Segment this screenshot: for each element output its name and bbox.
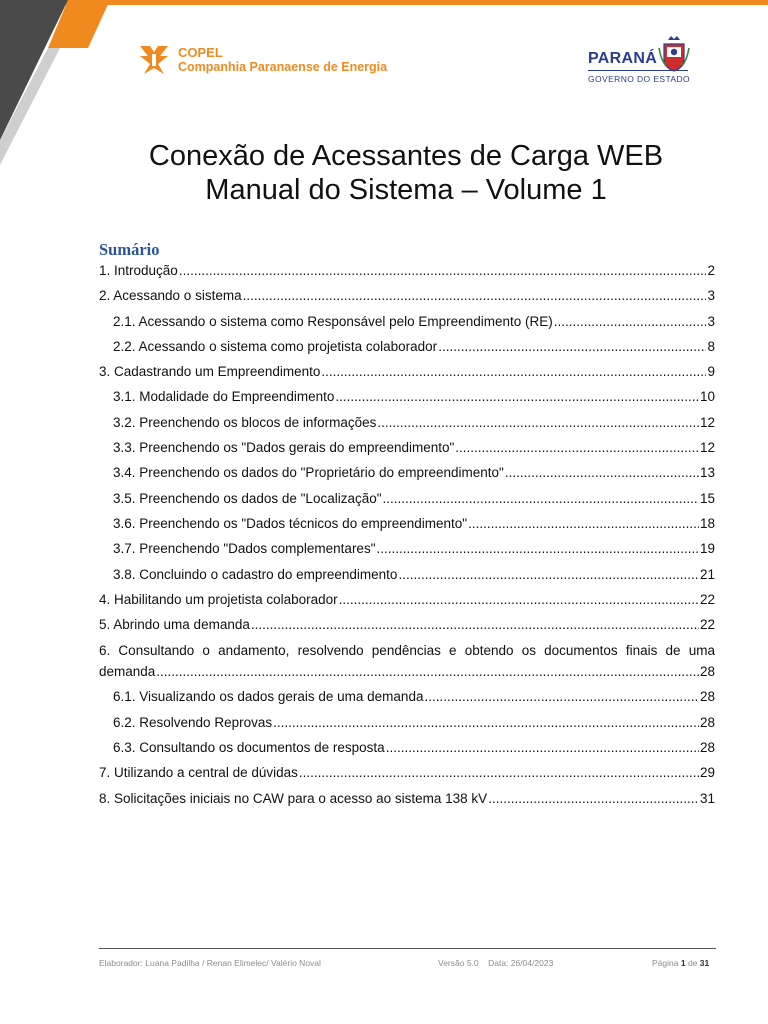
toc-entry[interactable]	[99, 790, 715, 815]
copel-logo	[136, 42, 387, 78]
parana-name: PARANÁ	[588, 50, 658, 67]
toc-leader-dots	[386, 739, 699, 757]
toc-leader-dots	[455, 439, 699, 457]
toc-entry-page: 31	[699, 790, 715, 806]
toc-entry[interactable]	[99, 388, 715, 413]
toc-entry[interactable]	[99, 363, 715, 388]
parana-logo	[586, 36, 696, 88]
toc-entry-page: 28	[699, 740, 715, 756]
toc-entry-label: 6.1. Visualizando os dados gerais de uma demanda	[113, 689, 424, 705]
toc-leader-dots	[488, 790, 699, 808]
toc-entry[interactable]	[99, 616, 715, 641]
toc-entry-page: 28	[699, 714, 715, 730]
toc-entry[interactable]	[99, 414, 715, 439]
toc-entry-page: 3	[707, 313, 715, 329]
toc-entry[interactable]	[99, 764, 715, 789]
toc-entry-page: 2	[707, 263, 715, 278]
toc-entry-page: 8	[707, 338, 715, 354]
toc-entry-label: 3.1. Modalidade do Empreendimento	[113, 389, 335, 405]
footer-page-current: 1	[680, 958, 686, 968]
toc-leader-dots	[321, 363, 706, 381]
toc-entry-label: 3.7. Preenchendo "Dados complementares"	[113, 541, 376, 557]
footer-author: Elaborador: Luana Padilha / Renan Elimelec/ Valério Noval	[99, 958, 321, 968]
toc-entry-label: 3.3. Preenchendo os "Dados gerais do empreendimento"	[113, 440, 455, 456]
toc-entry[interactable]	[99, 287, 715, 312]
toc-entry-label: 4. Habilitando um projetista colaborador	[99, 591, 338, 607]
toc-entry[interactable]	[99, 515, 715, 540]
toc-entry-page: 22	[699, 617, 715, 633]
toc-leader-dots	[398, 566, 699, 584]
toc-entry-page: 3	[707, 288, 715, 304]
parana-government: GOVERNO DO ESTADO	[588, 74, 691, 84]
toc-entry-page: 21	[699, 566, 715, 582]
toc-leader-dots	[438, 338, 706, 356]
footer-date: Data: 26/04/2023	[488, 958, 554, 968]
toc-leader-dots	[554, 313, 707, 331]
toc-entry-page: 12	[699, 440, 715, 456]
toc-entry-label: 7. Utilizando a central de dúvidas	[99, 765, 298, 781]
toc-entry[interactable]	[99, 540, 715, 565]
toc-leader-dots	[383, 490, 699, 508]
toc-entry-label: 3.8. Concluindo o cadastro do empreendimento	[113, 566, 398, 582]
toc-entry-page: 9	[707, 364, 715, 380]
toc-entry-page: 19	[699, 541, 715, 557]
toc-entry-label: 3.5. Preenchendo os dados de "Localização"	[113, 490, 382, 506]
toc-entry[interactable]	[99, 566, 715, 591]
toc-leader-dots	[468, 515, 699, 533]
toc-entry[interactable]	[99, 591, 715, 616]
toc-entry-page: 22	[699, 591, 715, 607]
toc-leader-dots	[243, 287, 707, 305]
toc-entry-label: 3.2. Preenchendo os blocos de informações	[113, 414, 377, 430]
toc-entry[interactable]	[99, 262, 715, 287]
toc-entry-label-line2: demanda	[99, 663, 156, 679]
toc-leader-dots	[156, 662, 699, 683]
toc-leader-dots	[251, 616, 699, 634]
toc-entry[interactable]	[99, 439, 715, 464]
toc-leader-dots	[377, 540, 699, 558]
toc-leader-dots	[339, 591, 699, 609]
toc-entry[interactable]	[99, 338, 715, 363]
copel-wordmark	[178, 46, 387, 74]
toc-entry-label-line1: 6. Consultando o andamento, resolvendo pendências e obtendo os documentos finais de uma	[99, 643, 715, 659]
footer-page-total: 31	[699, 958, 710, 968]
copel-full-name: Companhia Paranaense de Energia	[178, 60, 388, 74]
toc-entry-page: 10	[699, 389, 715, 405]
toc-leader-dots	[424, 688, 699, 706]
toc-entry-label: 1. Introdução	[99, 263, 178, 278]
toc-leader-dots	[179, 262, 707, 280]
toc-entry[interactable]	[99, 313, 715, 338]
toc-entry-label: 3. Cadastrando um Empreendimento	[99, 364, 321, 380]
toc-entry-page: 12	[699, 414, 715, 430]
toc-entry-label: 2.1. Acessando o sistema como Responsável pelo Empreendimento (RE)	[113, 313, 553, 329]
toc-leader-dots	[505, 464, 699, 482]
toc-entry[interactable]	[99, 714, 715, 739]
footer-page-prefix: Página	[652, 958, 679, 968]
toc-entry-page: 29	[699, 765, 715, 781]
toc-entry-page: 28	[699, 663, 715, 679]
toc-entry[interactable]	[99, 739, 715, 764]
toc-entry-label: 2. Acessando o sistema	[99, 288, 242, 304]
footer-version-date	[438, 958, 553, 968]
footer-version: Versão 5.0	[438, 958, 479, 968]
toc-entry-label: 6.2. Resolvendo Reprovas	[113, 714, 273, 730]
copel-mark-icon	[136, 42, 172, 78]
footer-page-sep: de	[687, 958, 698, 968]
document-title-line2: Manual do Sistema – Volume 1	[205, 174, 607, 206]
toc-leader-dots	[377, 414, 699, 432]
toc-entry-label: 5. Abrindo uma demanda	[99, 617, 250, 633]
toc-leader-dots	[273, 714, 699, 732]
toc-entry[interactable]	[99, 490, 715, 515]
toc-entry-multiline[interactable]	[99, 641, 715, 688]
toc-entry-label: 8. Solicitações iniciais no CAW para o acesso ao sistema 138 kV	[99, 790, 488, 806]
toc-entry-page: 28	[699, 689, 715, 705]
copel-name: COPEL	[178, 45, 223, 60]
toc-entry[interactable]	[99, 464, 715, 489]
toc-leader-dots	[335, 388, 699, 406]
toc-entry-label: 3.6. Preenchendo os "Dados técnicos do empreendimento"	[113, 515, 468, 531]
toc-entry-page: 18	[699, 515, 715, 531]
toc-leader-dots	[299, 764, 699, 782]
document-title-line1: Conexão de Acessantes de Carga WEB	[148, 140, 664, 172]
table-of-contents	[99, 262, 715, 815]
toc-entry-page: 13	[699, 465, 715, 481]
footer-divider	[99, 948, 716, 949]
toc-entry[interactable]	[99, 688, 715, 713]
toc-entry-page: 15	[699, 490, 715, 506]
toc-entry-label: 2.2. Acessando o sistema como projetista colaborador	[113, 338, 438, 354]
state-seal-icon	[658, 36, 690, 72]
toc-heading: Sumário	[99, 240, 160, 259]
toc-entry-label: 3.4. Preenchendo os dados do "Proprietário do empreendimento"	[113, 465, 504, 481]
footer-page-number	[652, 958, 709, 968]
toc-entry-label: 6.3. Consultando os documentos de resposta	[113, 740, 385, 756]
